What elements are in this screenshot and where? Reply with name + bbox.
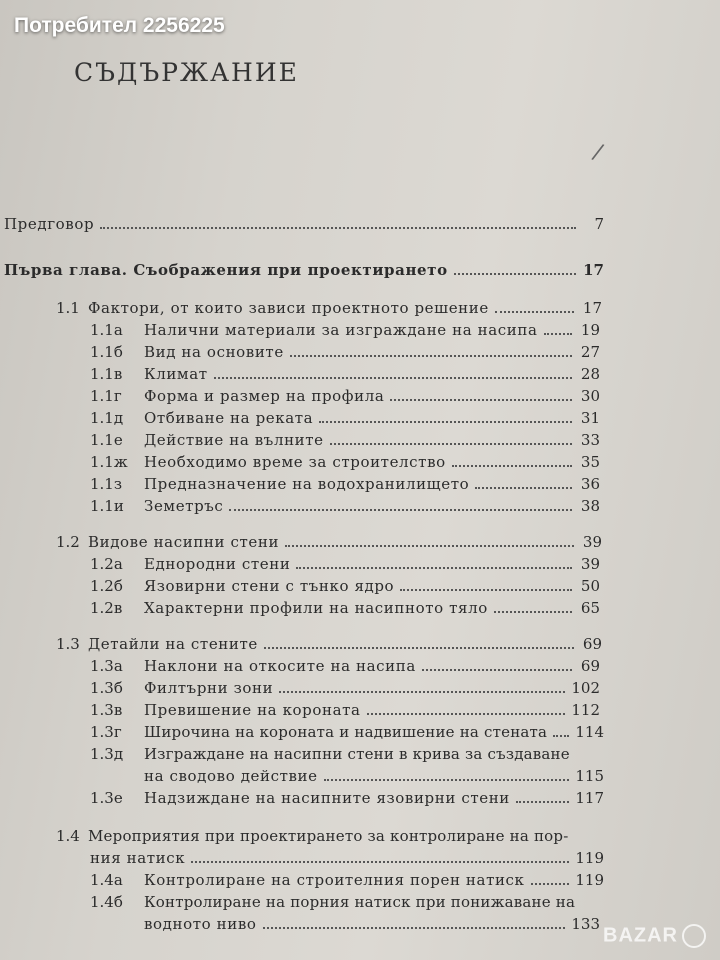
toc-page: 119	[575, 849, 604, 867]
toc-number: 1.3д	[90, 745, 124, 763]
toc-leader	[214, 377, 572, 379]
toc-entry-1-1b	[90, 342, 600, 362]
toc-number: 1.2б	[90, 577, 123, 595]
toc-title: Видове насипни стени	[88, 533, 280, 551]
toc-title: Налични материали за изграждане на насипа	[144, 321, 538, 339]
toc-leader	[454, 273, 576, 275]
toc-entry-1-3a	[90, 656, 600, 676]
toc-title: Контролиране на строителния порен натиск	[144, 871, 525, 889]
toc-page: 39	[582, 533, 602, 551]
toc-leader	[553, 735, 569, 737]
toc-title: Контролиране на порния натиск при понижаване на	[144, 893, 576, 911]
toc-entry-1-2v	[90, 598, 600, 618]
toc-page: 28	[580, 365, 600, 383]
toc-entry-1-1zh	[90, 452, 600, 472]
toc-title: Надзиждане на насипните язовирни стени	[144, 789, 510, 807]
toc-title: Предназначение на водохранилището	[144, 475, 470, 493]
toc-entry-1-2b	[90, 576, 600, 596]
toc-number: 1.1а	[90, 321, 123, 339]
toc-number: 1.2а	[90, 555, 123, 573]
toc-page: 38	[580, 497, 600, 515]
toc-leader	[191, 861, 569, 863]
toc-title: Изграждане на насипни стени в крива за създаване	[144, 745, 570, 763]
toc-title: Еднородни стени	[144, 555, 291, 573]
toc-page: 114	[575, 723, 604, 741]
toc-leader	[279, 691, 565, 693]
toc-leader	[100, 227, 576, 229]
toc-title: Широчина на короната и надвишение на стената	[144, 723, 548, 741]
toc-number: 1.1з	[90, 475, 123, 493]
toc-entry-1-4b	[90, 892, 604, 912]
toc-number: 1.4	[56, 827, 80, 845]
toc-page: 119	[575, 871, 604, 889]
toc-entry-1-2	[56, 532, 602, 552]
toc-title: Характерни профили на насипното тяло	[144, 599, 488, 617]
toc-entry-preface	[4, 214, 604, 234]
toc-number: 1.1б	[90, 343, 123, 361]
toc-title: Язовирни стени с тънко ядро	[144, 577, 395, 595]
toc-leader	[516, 801, 569, 803]
toc-entry-1-4a	[90, 870, 604, 890]
toc-leader	[285, 545, 574, 547]
toc-title: Мероприятия при проектирането за контролиране на пор-	[88, 827, 569, 845]
toc-entry-1-3d	[90, 744, 604, 764]
toc-page: 27	[580, 343, 600, 361]
toc-leader	[400, 589, 572, 591]
toc-leader	[264, 647, 574, 649]
toc-entry-1-3b	[90, 678, 600, 698]
toc-page: 102	[571, 679, 600, 697]
smile-icon	[682, 924, 706, 948]
toc-number: 1.3б	[90, 679, 123, 697]
toc-page: 69	[582, 635, 602, 653]
toc-entry-1-1a	[90, 320, 600, 340]
toc-leader	[452, 465, 572, 467]
pen-mark: /	[589, 139, 606, 166]
toc-title: ния натиск	[90, 849, 186, 867]
toc-title: Климат	[144, 365, 208, 383]
toc-page: 19	[580, 321, 600, 339]
toc-title: на сводово действие	[144, 767, 318, 785]
toc-page: 115	[575, 767, 604, 785]
toc-page: 31	[580, 409, 600, 427]
toc-page: 7	[594, 215, 604, 233]
toc-title: Фактори, от които зависи проектното решение	[88, 299, 489, 317]
toc-title: Вид на основите	[144, 343, 284, 361]
toc-leader	[296, 567, 572, 569]
toc-entry-1-3g	[90, 722, 604, 742]
toc-entry-1-3e	[90, 788, 604, 808]
toc-page: 133	[571, 915, 600, 933]
toc-number: 1.1	[56, 299, 80, 317]
toc-title: Детайли на стените	[88, 635, 258, 653]
toc-title: Наклони на откосите на насипа	[144, 657, 416, 675]
toc-entry-1-4b-cont	[144, 914, 600, 934]
toc-number: 1.4б	[90, 893, 123, 911]
toc-page: 69	[580, 657, 600, 675]
toc-entry-1-1i	[90, 496, 600, 516]
toc-number: 1.3	[56, 635, 80, 653]
toc-number: 1.3г	[90, 723, 122, 741]
toc-leader	[390, 399, 572, 401]
toc-number: 1.3а	[90, 657, 123, 675]
toc-entry-1-3d-cont	[144, 766, 604, 786]
toc-leader	[422, 669, 572, 671]
toc-leader	[330, 443, 572, 445]
watermark-text: BAZAR	[603, 924, 678, 947]
toc-number: 1.3в	[90, 701, 123, 719]
toc-entry-1-1d	[90, 408, 600, 428]
toc-page: 36	[580, 475, 600, 493]
toc-number: 1.1в	[90, 365, 123, 383]
toc-number: 1.1ж	[90, 453, 128, 471]
toc-leader	[495, 311, 574, 313]
toc-number: 1.1г	[90, 387, 122, 405]
toc-page: 117	[575, 789, 604, 807]
toc-leader	[544, 333, 572, 335]
toc-entry-1-4-cont	[90, 848, 604, 868]
toc-title: Форма и размер на профила	[144, 387, 385, 405]
toc-entry-1-1	[56, 298, 602, 318]
toc-number: 1.1е	[90, 431, 123, 449]
toc-page: 35	[580, 453, 600, 471]
toc-page: 50	[580, 577, 600, 595]
toc-leader	[367, 713, 566, 715]
toc-title: Земетръс	[144, 497, 224, 515]
toc-page: 17	[582, 299, 602, 317]
toc-entry-1-1e	[90, 430, 600, 450]
toc-number: 1.4а	[90, 871, 123, 889]
watermark-logo	[603, 924, 706, 948]
toc-entry-1-1v	[90, 364, 600, 384]
toc-number: 1.2	[56, 533, 80, 551]
toc-leader	[531, 883, 570, 885]
toc-title: Превишение на короната	[144, 701, 361, 719]
toc-page: 112	[571, 701, 600, 719]
toc-number: 1.2в	[90, 599, 123, 617]
toc-title: Действие на вълните	[144, 431, 324, 449]
overlay-username: Потребител 2256225	[14, 14, 225, 37]
page-title: СЪДЪРЖАНИЕ	[74, 58, 299, 87]
toc-title: Необходимо време за строителство	[144, 453, 446, 471]
toc-page: 30	[580, 387, 600, 405]
toc-page: 17	[583, 261, 604, 279]
toc-number: 1.1д	[90, 409, 124, 427]
toc-leader	[319, 421, 572, 423]
toc-title: Предговор	[4, 215, 95, 233]
toc-entry-1-3v	[90, 700, 600, 720]
toc-page: 33	[580, 431, 600, 449]
toc-entry-chapter-1	[4, 260, 604, 280]
toc-leader	[494, 611, 572, 613]
toc-leader	[229, 509, 572, 511]
toc-title: Филтърни зони	[144, 679, 274, 697]
toc-entry-1-1g	[90, 386, 600, 406]
toc-leader	[290, 355, 572, 357]
toc-title: Отбиване на реката	[144, 409, 314, 427]
toc-entry-1-4	[56, 826, 604, 846]
toc-leader	[475, 487, 572, 489]
toc-entry-1-3	[56, 634, 602, 654]
toc-page: 65	[580, 599, 600, 617]
toc-leader	[263, 927, 566, 929]
toc-leader	[324, 779, 570, 781]
toc-title: Първа глава. Съображения при проектирането	[4, 261, 448, 279]
toc-number: 1.3е	[90, 789, 123, 807]
toc-number: 1.1и	[90, 497, 124, 515]
toc-entry-1-2a	[90, 554, 600, 574]
toc-page: 39	[580, 555, 600, 573]
toc-title: водното ниво	[144, 915, 257, 933]
toc-entry-1-1z	[90, 474, 600, 494]
